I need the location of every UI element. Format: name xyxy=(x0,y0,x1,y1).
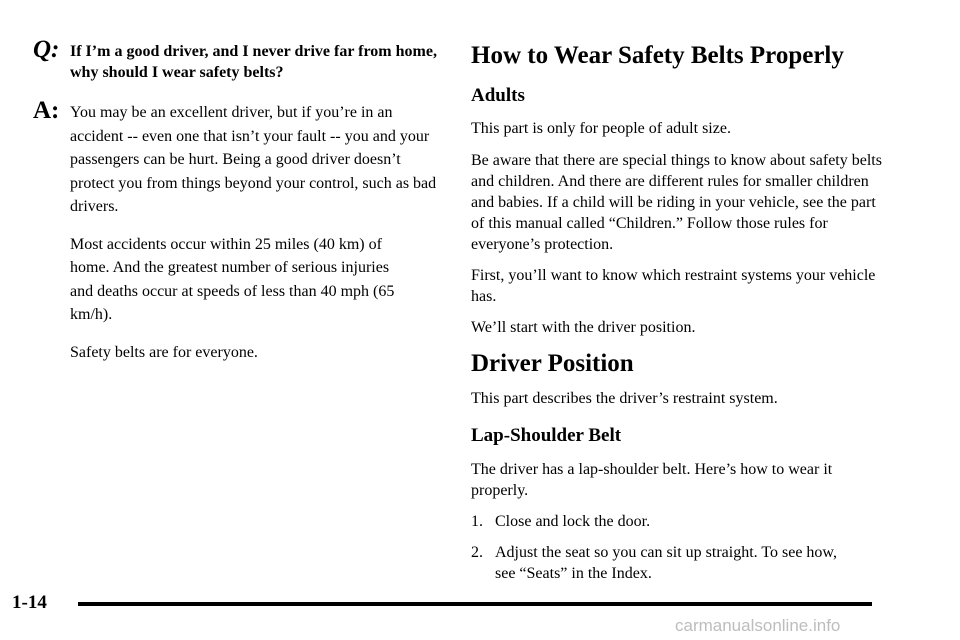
answer-paragraph-1: You may be an excellent driver, but if you’re in an accident -- even one that isn’t your fault -- you and your passengers can be hurt. Being a good driver doesn’t protect you from things beyond your control, such as bad drivers. xyxy=(70,104,437,215)
adults-paragraph: First, you’ll want to know which restraint systems your vehicle has. xyxy=(471,267,876,305)
watermark: carmanualsonline.info xyxy=(675,616,841,635)
instructions-column xyxy=(471,40,891,584)
answer-paragraph-3: Safety belts are for everyone. xyxy=(70,343,258,361)
question-row xyxy=(33,38,443,83)
list-text: Adjust the seat so you can sit up straight. To see how, see “Seats” in the Index. xyxy=(495,544,837,582)
adults-paragraph: We’ll start with the driver position. xyxy=(471,319,696,336)
adults-paragraph: This part is only for people of adult size. xyxy=(471,120,731,137)
footer-rule xyxy=(78,602,872,606)
page-number: 1-14 xyxy=(12,592,47,613)
list-number: 1. xyxy=(471,513,483,530)
qa-column xyxy=(33,38,443,364)
answer-paragraph-2: Most accidents occur within 25 miles (40 km) of home. And the greatest number of serious injuries and deaths occur at speeds of less than 40 mph (65 km/h). xyxy=(70,235,395,323)
adults-paragraph: Be aware that there are special things to know about safety belts and children. And there are different rules for smaller children and babies. If a child will be riding in your vehicle, see the part of this manual called “Children.” Follow those rules for everyone’s protection. xyxy=(471,152,882,253)
answer-row xyxy=(33,99,443,219)
question-text: If I’m a good driver, and I never drive far from home, why should I wear safety belts? xyxy=(70,43,437,81)
adults-heading: Adults xyxy=(471,85,525,106)
list-item xyxy=(471,542,891,584)
answer-label: A: xyxy=(33,97,60,124)
driver-intro: This part describes the driver’s restraint system. xyxy=(471,390,778,407)
lap-shoulder-intro: The driver has a lap-shoulder belt. Here’s how to wear it properly. xyxy=(471,461,833,499)
question-label: Q: xyxy=(33,36,60,63)
list-text: Close and lock the door. xyxy=(495,513,651,530)
lap-shoulder-heading: Lap-Shoulder Belt xyxy=(471,425,622,446)
list-item xyxy=(471,511,891,532)
driver-position-heading: Driver Position xyxy=(471,350,634,377)
section-title: How to Wear Safety Belts Properly xyxy=(471,42,844,69)
list-number: 2. xyxy=(471,544,483,561)
